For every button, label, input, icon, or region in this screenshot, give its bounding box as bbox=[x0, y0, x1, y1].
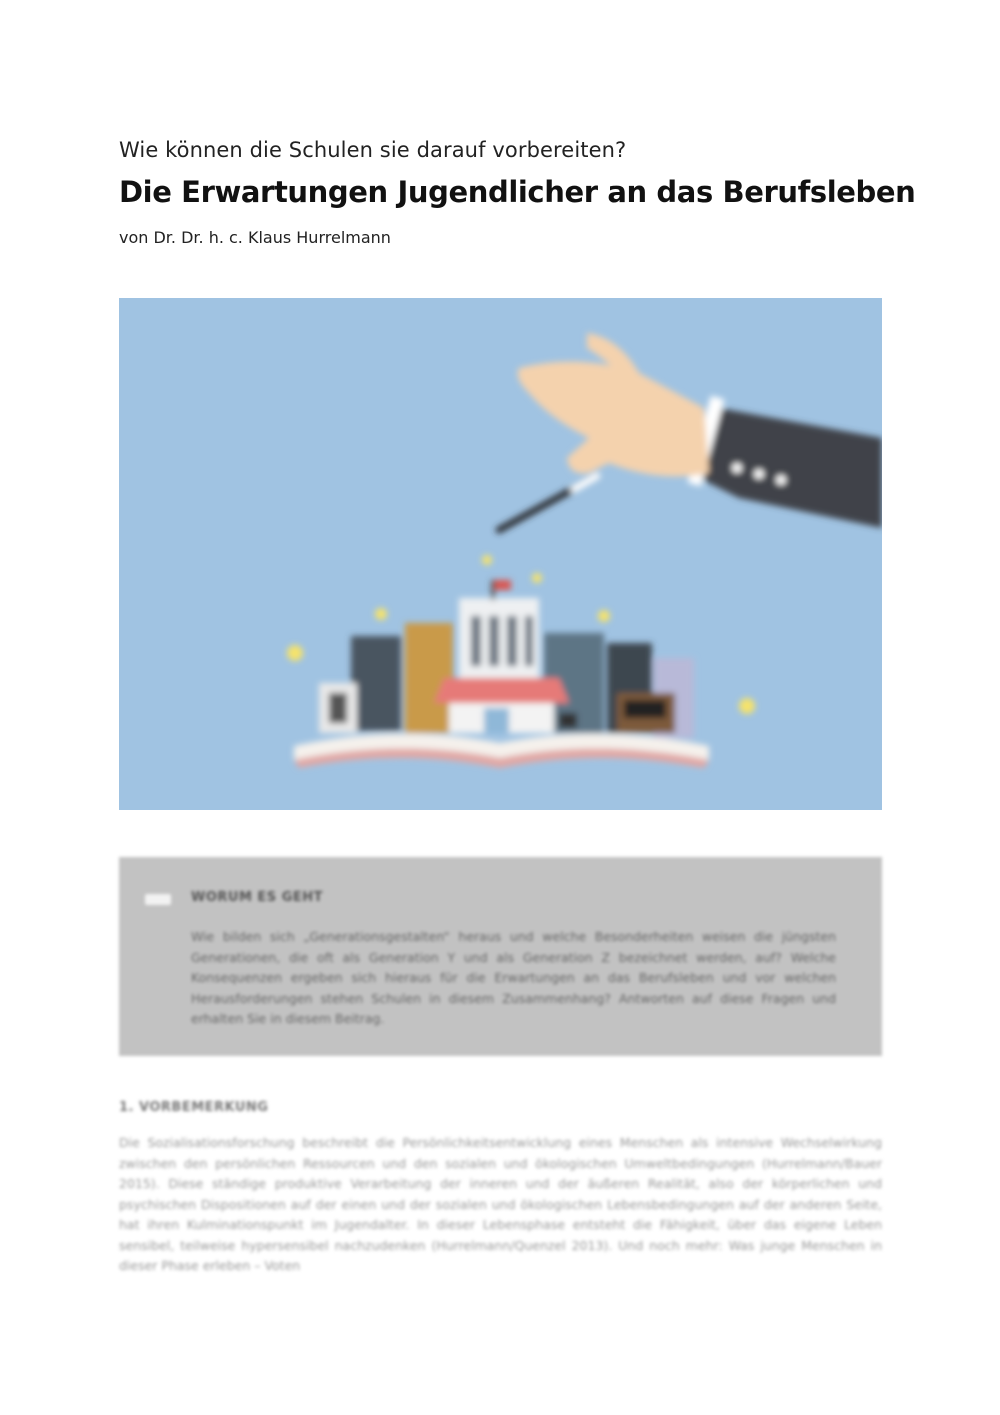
hero-illustration bbox=[119, 298, 882, 810]
summary-marker bbox=[145, 894, 171, 905]
summary-box bbox=[119, 857, 882, 1056]
magic-wand-city-illustration-icon bbox=[119, 298, 882, 810]
author-byline: von Dr. Dr. h. c. Klaus Hurrelmann bbox=[119, 228, 391, 247]
section-intro bbox=[119, 1100, 882, 1277]
summary-text: Wie bilden sich „Generationsgestalten“ heraus und welche Besonderheiten weisen die jüngsten Generationen, die oft als Generation Y und als Generation Z bezeichnet werden, auf? Welche Konsequenzen ergeben sich hieraus für die Erwartungen an das Berufsleben und vor welchen Herausforderungen stehen Schulen in diesem Zusammenhang? Antworten auf diese Fragen und erhalten Sie in diesem Beitrag. bbox=[191, 929, 836, 1026]
section-text: Die Sozialisationsforschung beschreibt die Persönlichkeitsentwicklung eines Menschen als intensive Wechselwirkung zwischen den persönlichen Ressourcen und den sozialen und ökologischen Umweltbedingungen (Hurrelmann/Bauer 2015). Diese ständige produktive Verarbeitung der inneren und der äußeren Realität, also der körperlichen und psychischen Dispositionen auf der einen und der sozialen und ökologischen Lebensbedingungen auf der anderen Seite, hat ihren Kulminationspunkt im Jugendalter. In dieser Lebensphase entsteht die Fähigkeit, über das eigene Leben sensibel, teilweise hypersensibel nachzudenken (Hurrelmann/Quenzel 2013). Und noch mehr: Was junge Menschen in dieser Phase erleben – Voten bbox=[119, 1135, 882, 1273]
section-heading: 1. VORBEMERKUNG bbox=[119, 1100, 269, 1115]
summary-heading: WORUM ES GEHT bbox=[191, 890, 323, 905]
page-title: Die Erwartungen Jugendlicher an das Berufsleben bbox=[119, 175, 916, 209]
kicker-subtitle: Wie können die Schulen sie darauf vorbereiten? bbox=[119, 138, 627, 162]
